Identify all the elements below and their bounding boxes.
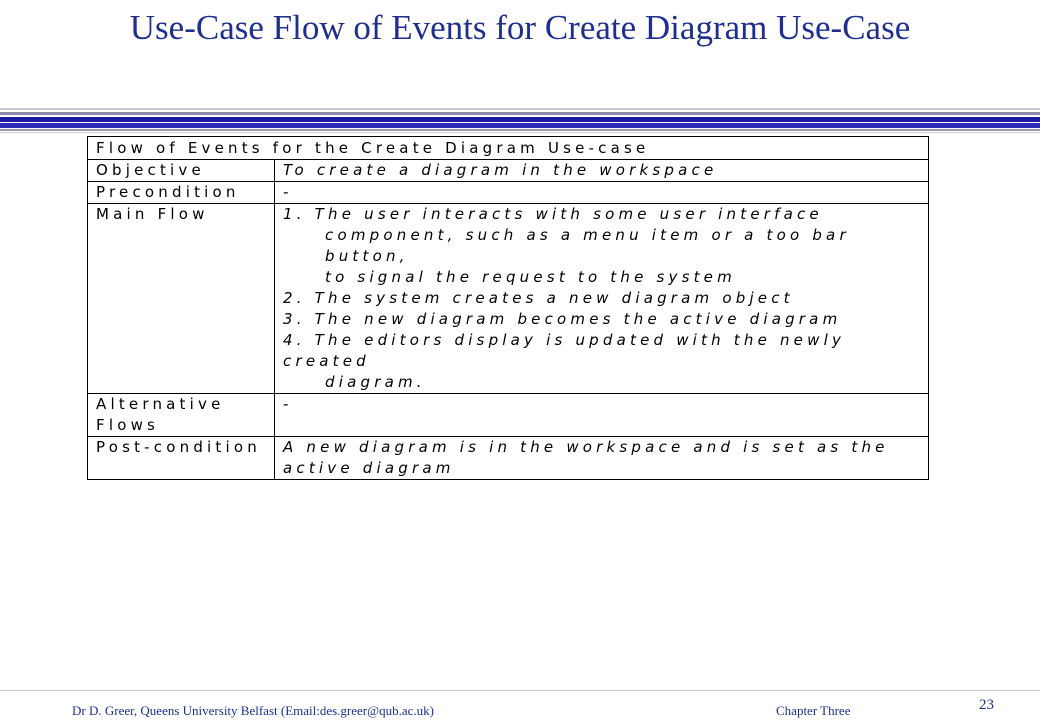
row-value-post-condition — [275, 437, 929, 480]
row-value-precondition — [275, 182, 929, 204]
divider-line — [0, 132, 1040, 133]
label-line: Alternative — [96, 395, 225, 413]
page-number: 23 — [979, 697, 994, 713]
table-row — [88, 394, 929, 437]
value-line: - — [283, 183, 293, 201]
value-line: A new diagram is in the workspace and is set as the — [283, 438, 889, 456]
value-line: - — [283, 395, 293, 413]
value-line: active diagram — [283, 459, 455, 477]
table-header-row — [88, 137, 929, 160]
value-line: 3. The new diagram becomes the active diagram — [283, 310, 842, 328]
flow-of-events-table — [87, 136, 929, 480]
title-divider-rule — [0, 108, 1040, 134]
footer-author: Dr D. Greer, Queens University Belfast (Email:des.greer@qub.ac.uk) — [72, 703, 434, 718]
row-value-objective — [275, 160, 929, 182]
table-header: Flow of Events for the Create Diagram Use-case — [88, 137, 929, 160]
row-value-main-flow — [275, 204, 929, 394]
divider-line — [0, 112, 1040, 115]
table-row — [88, 204, 929, 394]
row-label-alternative-flows — [88, 394, 275, 437]
footer-rule — [0, 690, 1040, 691]
divider-line — [0, 117, 1040, 122]
row-value-alternative-flows — [275, 394, 929, 437]
value-line: component, such as a menu item or a too bar button, — [325, 226, 850, 265]
value-line: 4. The editors display is updated with the newly created — [283, 331, 846, 370]
table-row — [88, 160, 929, 182]
row-label-precondition: Precondition — [88, 182, 275, 204]
footer-chapter: Chapter Three — [776, 703, 851, 718]
divider-line — [0, 129, 1040, 131]
value-line: 1. The user interacts with some user interface — [283, 205, 823, 223]
label-line: Flows — [96, 416, 160, 434]
value-line: diagram. — [325, 373, 426, 391]
divider-line — [0, 108, 1040, 110]
row-label-post-condition: Post-condition — [88, 437, 275, 480]
row-label-objective: Objective — [88, 160, 275, 182]
value-line: 2. The system creates a new diagram object — [283, 289, 794, 307]
divider-line — [0, 123, 1040, 128]
row-label-main-flow: Main Flow — [88, 204, 275, 394]
slide-title: Use-Case Flow of Events for Create Diagram Use-Case — [129, 8, 911, 47]
value-line: to signal the request to the system — [325, 268, 736, 286]
table-row — [88, 437, 929, 480]
value-line: To create a diagram in the workspace — [283, 161, 718, 179]
table-row — [88, 182, 929, 204]
